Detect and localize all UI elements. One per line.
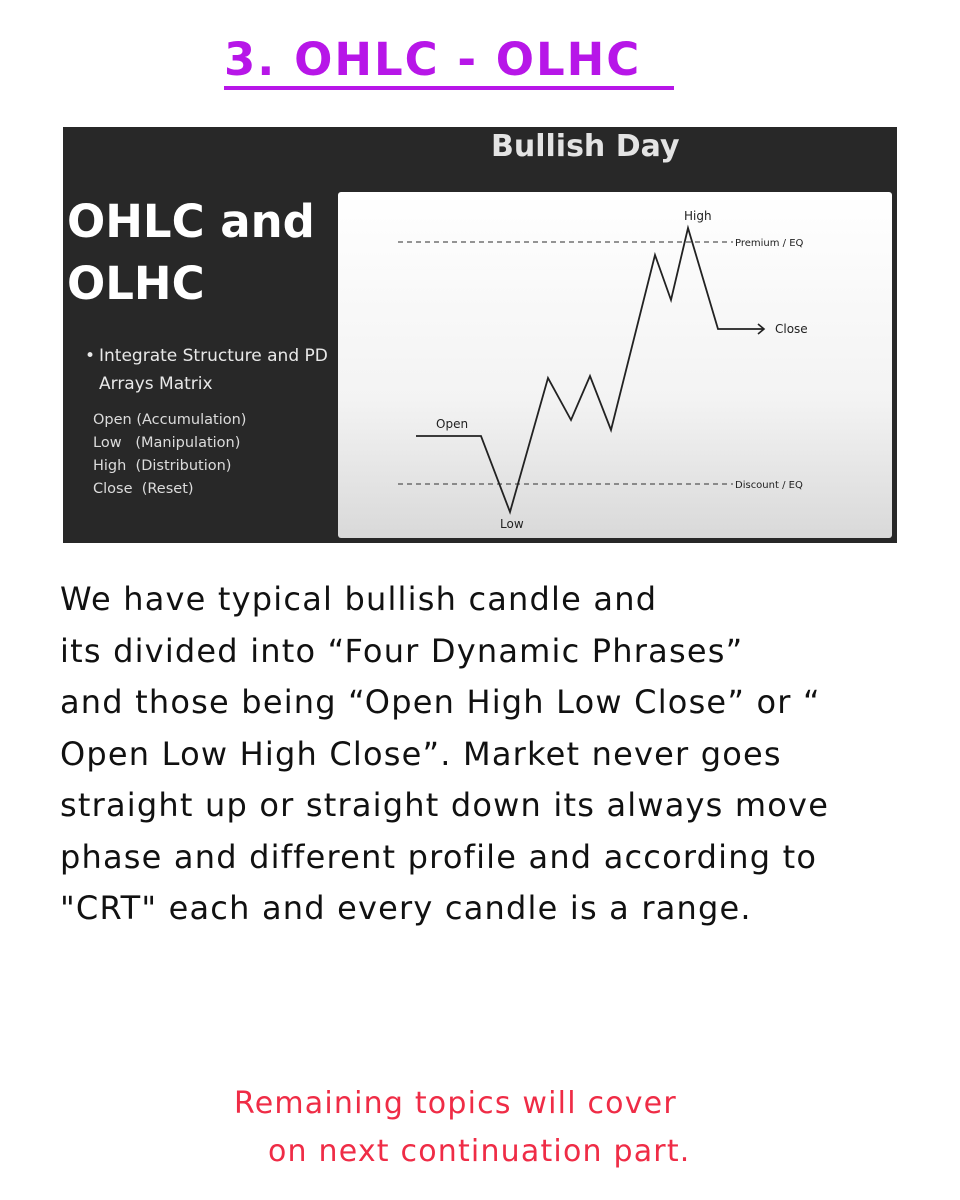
price-path xyxy=(416,228,763,512)
body-line: straight up or straight down its always move xyxy=(60,786,830,824)
phase-item-open: Open (Accumulation) xyxy=(93,412,247,428)
phase-item-low: Low (Manipulation) xyxy=(93,435,241,451)
body-line: "CRT" each and every candle is a range. xyxy=(60,889,752,927)
price-path-svg xyxy=(338,192,892,538)
high-label: High xyxy=(684,209,712,223)
open-label: Open xyxy=(436,417,469,431)
note-line-2: on next continuation part. xyxy=(268,1134,691,1169)
slide-bullet xyxy=(85,342,345,398)
low-label: Low xyxy=(500,517,524,531)
body-paragraph xyxy=(60,574,940,935)
body-line: We have typical bullish candle and xyxy=(60,580,658,618)
body-line: its divided into “Four Dynamic Phrases” xyxy=(60,631,744,670)
bullish-day-diagram xyxy=(338,192,892,538)
premium-label: Premium / EQ xyxy=(735,238,804,249)
body-line: and those being “Open High Low Close” or “ xyxy=(60,683,821,721)
bullet-dot-icon: • xyxy=(85,346,96,366)
phase-item-high: High (Distribution) xyxy=(93,458,232,474)
continuation-note xyxy=(0,1080,960,1176)
note-line-1: Remaining topics will cover xyxy=(234,1086,677,1121)
slide-heading-line-1: OHLC and xyxy=(67,195,315,248)
phase-list xyxy=(93,409,246,501)
slide-heading-line-2: OLHC xyxy=(67,257,205,310)
body-line: Open Low High Close”. Market never goes xyxy=(60,734,782,773)
page-heading: 3. OHLC - OLHC xyxy=(224,33,642,86)
heading-underline xyxy=(224,86,674,90)
discount-label: Discount / EQ xyxy=(735,480,803,491)
slide-bullet-text: Integrate Structure and PD Arrays Matrix xyxy=(99,346,328,394)
ohlc-slide-image xyxy=(63,127,897,543)
body-line: phase and different profile and according to xyxy=(60,837,818,876)
slide-title: Bullish Day xyxy=(491,129,680,164)
phase-item-close: Close (Reset) xyxy=(93,481,194,497)
close-label: Close xyxy=(775,322,808,336)
